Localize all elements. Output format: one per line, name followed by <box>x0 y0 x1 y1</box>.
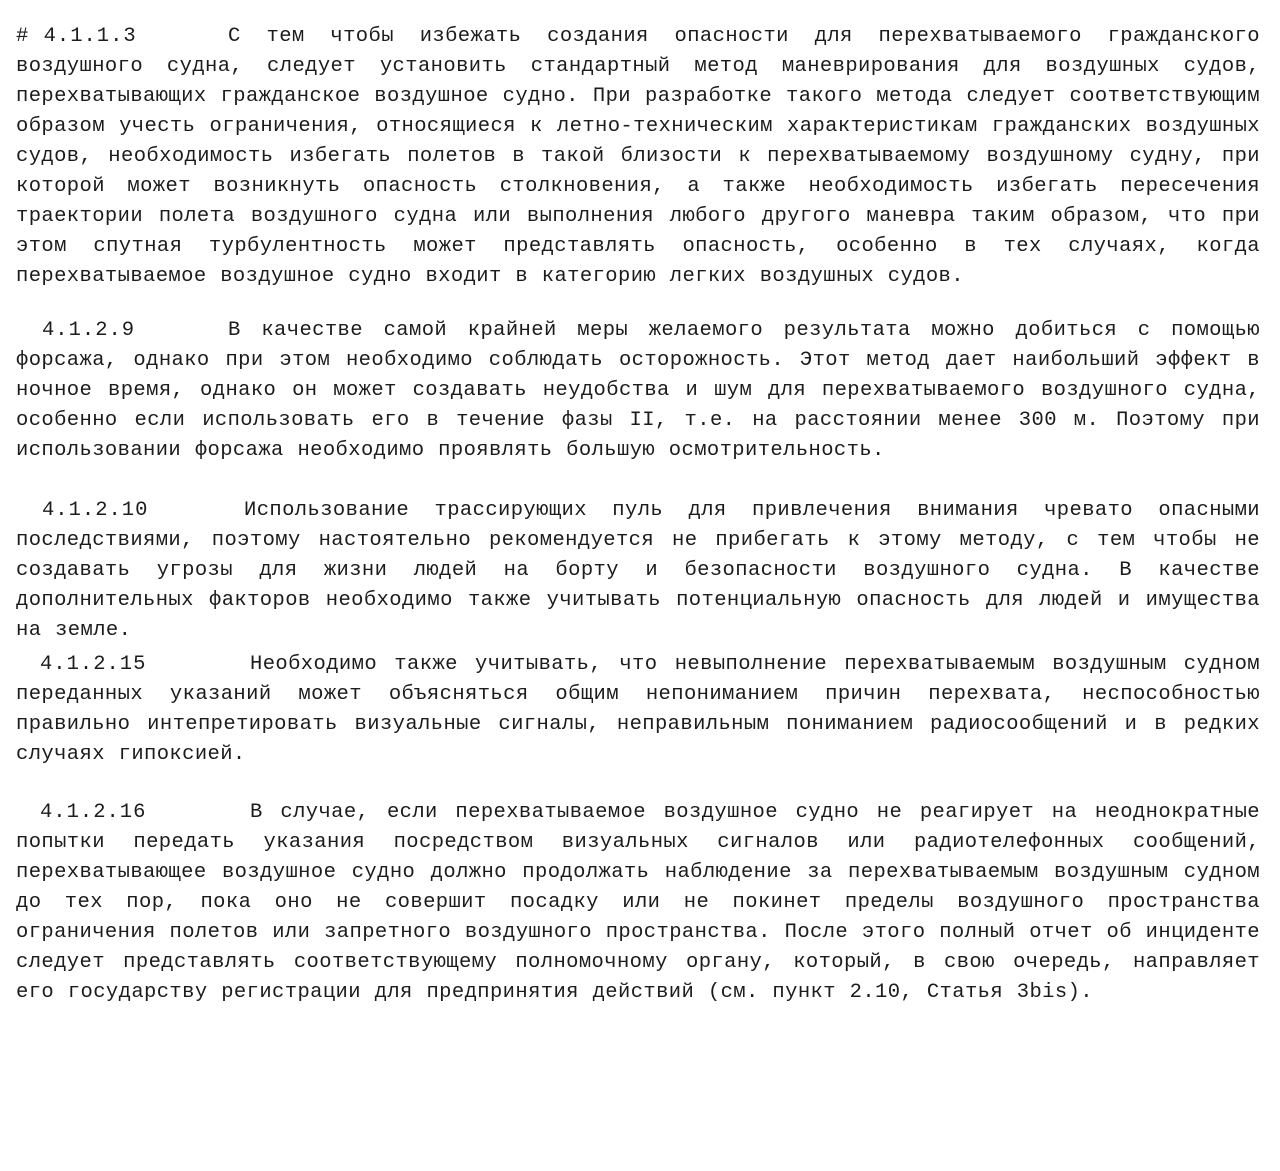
paragraph-text: В случае, если перехватываемое воздушное судно не реагирует на неоднократные попытки передать указания посредством визуальных сигналов или радиотелефонных сообщений, перехватывающее воздушное судно должно продолжать наблюдение за перехватываемым воздушным судном до тех пор, пока оно не совершит посадку или не покинет пределы воздушного пространства ограничения полетов или запретного воздушного пространства. После этого полный отчет об инциденте следует представлять соответствующему полномочному органу, который, в свою очередь, направляет его государству регистрации для предпринятия действий (см. пункт 2.10, Статья 3bis). <box>16 801 1260 1004</box>
paragraph-4-1-2-10 <box>16 496 1260 646</box>
paragraph-text: В качестве самой крайней меры желаемого результата можно добиться с помощью форсажа, однако при этом необходимо соблюдать осторожность. Этот метод дает наибольший эффект в ночное время, однако он может создавать неудобства и шум для перехватываемого воздушного судна, особенно если использовать его в течение фазы II, т.е. на расстоянии менее 300 м. Поэтому при использовании форсажа необходимо проявлять большую осмотрительность. <box>16 319 1260 462</box>
paragraph-4-1-2-15 <box>16 650 1260 770</box>
paragraph-number: 4.1.2.9 <box>42 319 136 342</box>
paragraph-4-1-2-9 <box>16 316 1260 466</box>
paragraph-number: 4.1.2.16 <box>40 801 147 824</box>
paragraph-text: Использование трассирующих пуль для привлечения внимания чревато опасными последствиями, поэтому настоятельно рекомендуется не прибегать к этому методу, с тем чтобы не создавать угрозы для жизни людей на борту и безопасности воздушного судна. В качестве дополнительных факторов необходимо также учитывать потенциальную опасность для людей и имущества на земле. <box>16 499 1260 642</box>
paragraph-text: Необходимо также учитывать, что невыполнение перехватываемым воздушным судном переданных указаний может объясняться общим непониманием причин перехвата, неспособностью правильно интепретировать визуальные сигналы, неправильным пониманием радиосообщений и в редких случаях гипоксией. <box>16 653 1260 766</box>
paragraph-number: 4.1.2.15 <box>40 653 147 676</box>
paragraph-text: С тем чтобы избежать создания опасности для перехватываемого гражданского воздушного судна, следует установить стандартный метод маневрирования для воздушных судов, перехватывающих гражданское воздушное судно. При разработке такого метода следует соответствующим образом учесть ограничения, относящиеся к летно-техническим характеристикам гражданских воздушных судов, необходимость избегать полетов в такой близости к перехватываемому воздушному судну, при которой может возникнуть опасность столкновения, а также необходимость избегать пересечения траектории полета воздушного судна или выполнения любого другого маневра таким образом, что при этом спутная турбулентность может представлять опасность, особенно в тех случаях, когда перехватываемое воздушное судно входит в категорию легких воздушных судов. <box>16 25 1260 288</box>
paragraph-number: 4.1.2.10 <box>42 499 149 522</box>
paragraph-4-1-1-3 <box>16 22 1260 292</box>
paragraph-number: # 4.1.1.3 <box>16 25 137 48</box>
paragraph-4-1-2-16 <box>16 798 1260 1008</box>
